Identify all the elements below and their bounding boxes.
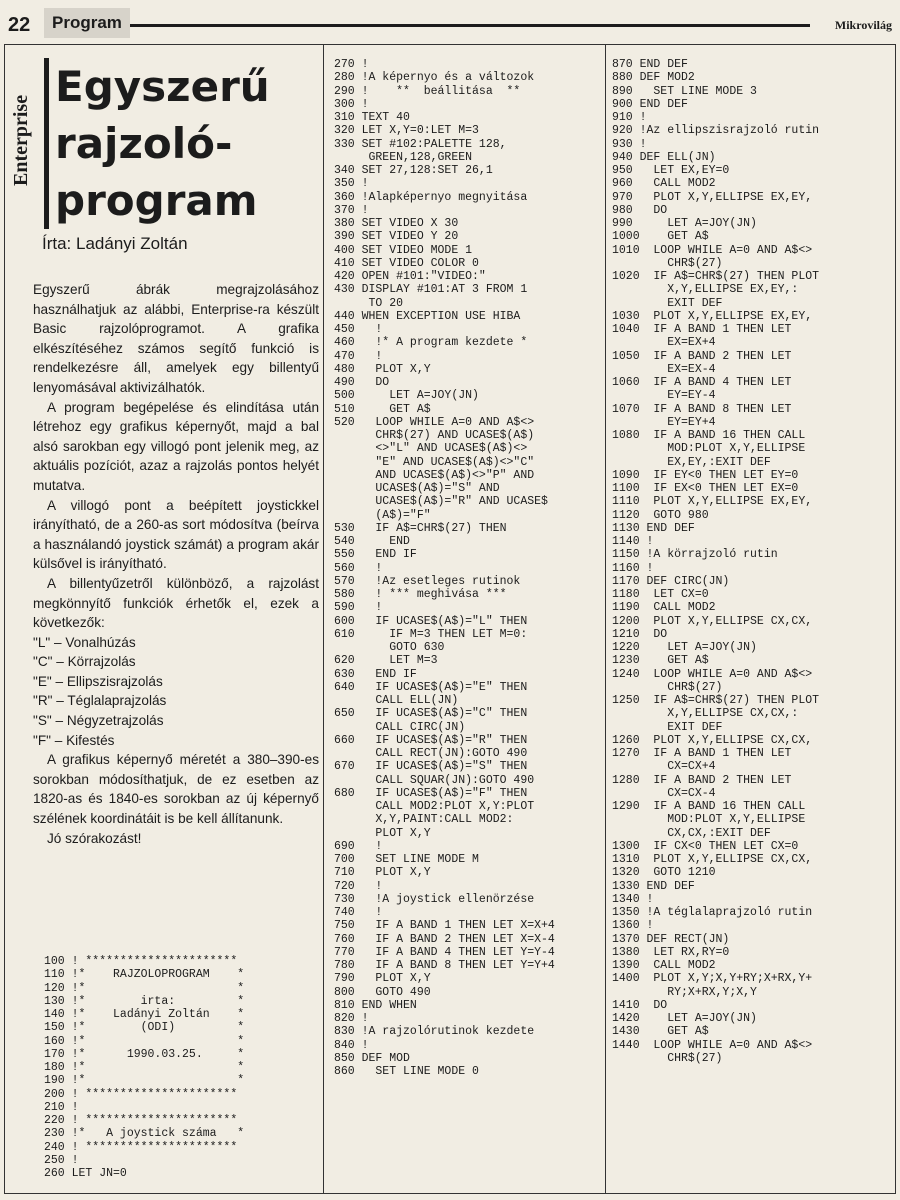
- code-line: 1060 IF A BAND 4 THEN LET: [612, 376, 792, 389]
- code-line: EX=EX-4: [612, 362, 716, 376]
- code-line: 990 LET A=JOY(JN): [612, 217, 757, 230]
- code-line: CHR$(27) AND UCASE$(A$): [334, 429, 535, 442]
- code-line: 1010 LOOP WHILE A=0 AND A$<>: [612, 243, 813, 257]
- code-line: 1090 IF EY<0 THEN LET EY=0: [612, 468, 799, 482]
- code-line: X,Y,ELLIPSE EX,EY,:: [612, 283, 799, 297]
- code-line: CHR$(27): [612, 680, 723, 694]
- code-line: AND UCASE$(A$)<>"P" AND: [334, 468, 535, 482]
- code-line: 540 END: [334, 535, 410, 548]
- title-line: rajzoló-: [55, 119, 233, 168]
- code-line: X,Y,PAINT:CALL MOD2:: [334, 813, 514, 827]
- code-line: 590 !: [334, 601, 383, 615]
- code-line: 110 !* RAJZOLOPROGRAM *: [44, 968, 245, 982]
- code-line: GOTO 630: [334, 641, 445, 654]
- code-line: 370 !: [334, 203, 369, 217]
- code-line: 150 !* (ODI) *: [44, 1021, 245, 1035]
- code-line: 1070 IF A BAND 8 THEN LET: [612, 402, 792, 416]
- code-line: GREEN,128,GREEN: [334, 150, 473, 164]
- code-line: 610 IF M=3 THEN LET M=0:: [334, 627, 528, 641]
- column-divider: [605, 44, 606, 1194]
- code-line: 1020 IF A$=CHR$(27) THEN PLOT: [612, 270, 820, 283]
- code-line: 440 WHEN EXCEPTION USE HIBA: [334, 309, 521, 323]
- code-line: 1120 GOTO 980: [612, 508, 709, 522]
- code-line: 1340 !: [612, 892, 654, 906]
- code-line: EY=EY-4: [612, 389, 716, 403]
- code-line: 670 IF UCASE$(A$)="S" THEN: [334, 760, 528, 774]
- code-line: EY=EY+4: [612, 415, 716, 429]
- code-line: 690 !: [334, 839, 383, 853]
- code-line: 1300 IF CX<0 THEN LET CX=0: [612, 839, 799, 853]
- article-author: Írta: Ladányi Zoltán: [42, 234, 188, 253]
- code-line: 500 LET A=JOY(JN): [334, 389, 479, 403]
- code-line: CALL CIRC(JN): [334, 720, 466, 734]
- paragraph: A billentyűzetről különböző, a rajzolást megkönnyítő funkciók érhetők el, ezek a következők:: [33, 575, 319, 631]
- code-line: 530 IF A$=CHR$(27) THEN: [334, 521, 507, 535]
- code-line: 770 IF A BAND 4 THEN LET Y=Y-4: [334, 945, 555, 959]
- code-line: 720 !: [334, 879, 383, 893]
- code-line: 700 SET LINE MODE M: [334, 853, 479, 866]
- code-line: PLOT X,Y: [334, 826, 431, 840]
- paragraph: A villogó pont a beépített joystickkel irányítható, de a 260-as sort módosítva (beírva a használandó joystick számát) a program akár külsővel is irányítható.: [33, 497, 319, 572]
- paragraph: Egyszerű ábrák megrajzolásához használhatjuk az alábbi, Enterprise-ra készült Basic rajzolóprogramot. A grafika elkészítéséhez számos segítő funkció is rendelkezésre áll, amelyek egy billentyű lenyomásával aktivizálhatók.: [33, 282, 319, 395]
- code-line: CX=CX+4: [612, 760, 716, 774]
- code-line: 470 !: [334, 349, 383, 363]
- code-line: 1250 IF A$=CHR$(27) THEN PLOT: [612, 694, 820, 707]
- page-number: 22: [8, 14, 31, 36]
- code-line: "E" AND UCASE$(A$)<>"C": [334, 455, 535, 469]
- code-line: 260 LET JN=0: [44, 1167, 127, 1180]
- code-line: 1260 PLOT X,Y,ELLIPSE CX,CX,: [612, 733, 813, 747]
- code-line: 1430 GET A$: [612, 1025, 709, 1039]
- code-line: 100 ! **********************: [44, 955, 238, 968]
- code-line: 270 !: [334, 58, 369, 71]
- code-line: 1360 !: [612, 919, 654, 933]
- code-line: 140 !* Ladányi Zoltán *: [44, 1008, 245, 1021]
- list-item: "L" – Vonalhúzás: [33, 634, 136, 650]
- code-line: 350 !: [334, 177, 369, 191]
- code-line: 1040 IF A BAND 1 THEN LET: [612, 323, 792, 336]
- code-line: 950 LET EX,EY=0: [612, 164, 730, 177]
- code-line: 490 DO: [334, 376, 390, 389]
- code-line: CX,CX,:EXIT DEF: [612, 826, 771, 840]
- code-line: 750 IF A BAND 1 THEN LET X=X+4: [334, 919, 555, 933]
- code-line: EX=EX+4: [612, 336, 716, 350]
- code-line: 1400 PLOT X,Y;X,Y+RY;X+RX,Y+: [612, 972, 813, 986]
- code-line: 320 LET X,Y=0:LET M=3: [334, 124, 479, 138]
- sidebar-label: [6, 58, 30, 188]
- code-line: EXIT DEF: [612, 720, 723, 734]
- code-line: UCASE$(A$)="R" AND UCASE$: [334, 495, 548, 509]
- code-line: 870 END DEF: [612, 58, 688, 71]
- code-line: 430 DISPLAY #101:AT 3 FROM 1: [334, 283, 528, 297]
- code-line: 180 !* *: [44, 1061, 245, 1074]
- code-line: 1150 !A körrajzoló rutin: [612, 548, 778, 562]
- code-line: 410 SET VIDEO COLOR 0: [334, 256, 479, 270]
- code-line: 1420 LET A=JOY(JN): [612, 1012, 757, 1025]
- code-line: 1210 DO: [612, 627, 668, 641]
- code-line: 1310 PLOT X,Y,ELLIPSE CX,CX,: [612, 853, 813, 866]
- title-line: program: [55, 176, 258, 225]
- code-listing-col3: [612, 58, 819, 1065]
- code-line: EX,EY,:EXIT DEF: [612, 455, 771, 469]
- code-line: 400 SET VIDEO MODE 1: [334, 243, 473, 257]
- code-line: 420 OPEN #101:"VIDEO:": [334, 270, 486, 283]
- code-line: 1080 IF A BAND 16 THEN CALL: [612, 429, 806, 442]
- code-line: 310 TEXT 40: [334, 111, 410, 124]
- code-line: 1220 LET A=JOY(JN): [612, 641, 757, 654]
- code-line: 580 ! *** meghivása ***: [334, 588, 507, 601]
- code-line: 920 !Az ellipszisrajzoló rutin: [612, 124, 820, 138]
- code-line: CALL SQUAR(JN):GOTO 490: [334, 773, 535, 787]
- code-line: 1320 GOTO 1210: [612, 866, 716, 880]
- code-line: 170 !* 1990.03.25. *: [44, 1047, 245, 1061]
- code-line: 1140 !: [612, 535, 654, 548]
- code-line: 460 !* A program kezdete *: [334, 336, 528, 350]
- code-line: EXIT DEF: [612, 296, 723, 310]
- paragraph: A grafikus képernyő méretét a 380–390-es sorokban módosíthatjuk, de ez esetben az 1820-as és 1840-es sorokban az új képernyő szélének koordinátáit is be kell állítanunk.: [33, 752, 319, 827]
- code-line: 210 !: [44, 1100, 79, 1114]
- function-key-list: [33, 633, 319, 751]
- code-line: 510 GET A$: [334, 402, 431, 416]
- code-line: 860 SET LINE MODE 0: [334, 1065, 479, 1078]
- code-line: 1380 LET RX,RY=0: [612, 945, 730, 959]
- code-line: 450 !: [334, 323, 383, 336]
- code-line: 790 PLOT X,Y: [334, 972, 431, 986]
- list-item: "E" – Ellipszisrajzolás: [33, 673, 163, 689]
- code-line: 890 SET LINE MODE 3: [612, 84, 757, 98]
- code-line: 130 !* irta: *: [44, 994, 245, 1008]
- code-line: 1410 DO: [612, 998, 668, 1012]
- title-line: Egyszerű: [55, 62, 270, 111]
- code-line: RY;X+RX,Y;X,Y: [612, 985, 757, 999]
- code-line: 120 !* *: [44, 981, 245, 995]
- code-line: 1180 LET CX=0: [612, 588, 709, 601]
- code-line: 940 DEF ELL(JN): [612, 150, 716, 164]
- code-line: UCASE$(A$)="S" AND: [334, 482, 500, 495]
- code-line: 810 END WHEN: [334, 998, 417, 1012]
- list-item: "S" – Négyzetrajzolás: [33, 713, 164, 729]
- code-line: 280 !A képernyo és a változok: [334, 71, 535, 85]
- code-line: 1000 GET A$: [612, 230, 709, 244]
- code-line: 880 DEF MOD2: [612, 71, 695, 85]
- code-line: TO 20: [334, 296, 404, 310]
- code-line: 570 !Az esetleges rutinok: [334, 574, 521, 588]
- list-item: "F" – Kifestés: [33, 732, 115, 748]
- code-line: 1280 IF A BAND 2 THEN LET: [612, 773, 792, 787]
- code-line: 740 !: [334, 906, 383, 919]
- code-line: 1100 IF EX<0 THEN LET EX=0: [612, 482, 799, 495]
- code-line: 1370 DEF RECT(JN): [612, 932, 730, 946]
- code-line: 1240 LOOP WHILE A=0 AND A$<>: [612, 667, 813, 681]
- code-line: CALL RECT(JN):GOTO 490: [334, 747, 528, 760]
- code-line: 900 END DEF: [612, 97, 688, 111]
- code-line: 550 END IF: [334, 548, 417, 562]
- code-line: 230 !* A joystick száma *: [44, 1127, 245, 1141]
- code-line: 830 !A rajzolórutinok kezdete: [334, 1025, 535, 1039]
- code-line: 1190 CALL MOD2: [612, 601, 716, 615]
- section-label: Program: [44, 8, 130, 38]
- code-line: 630 END IF: [334, 667, 417, 681]
- code-line: 480 PLOT X,Y: [334, 362, 431, 376]
- code-line: CALL ELL(JN): [334, 694, 459, 707]
- code-line: CHR$(27): [612, 256, 723, 270]
- code-line: 600 IF UCASE$(A$)="L" THEN: [334, 614, 528, 628]
- code-line: 300 !: [334, 97, 369, 111]
- code-line: 960 CALL MOD2: [612, 177, 716, 191]
- code-line: 1160 !: [612, 561, 654, 575]
- code-line: 730 !A joystick ellenörzése: [334, 892, 535, 906]
- code-line: 200 ! **********************: [44, 1087, 238, 1101]
- code-line: 1350 !A téglalaprajzoló rutin: [612, 906, 813, 919]
- code-line: 340 SET 27,128:SET 26,1: [334, 164, 493, 177]
- code-line: 780 IF A BAND 8 THEN LET Y=Y+4: [334, 959, 555, 972]
- list-item: "C" – Körrajzolás: [33, 654, 136, 670]
- paragraph: Jó szórakozást!: [47, 830, 142, 846]
- code-line: <>"L" AND UCASE$(A$)<>: [334, 442, 528, 456]
- list-item: "R" – Téglalaprajzolás: [33, 693, 167, 709]
- code-line: 240 ! **********************: [44, 1140, 238, 1154]
- code-line: 820 !: [334, 1012, 369, 1025]
- page-header: [0, 0, 900, 44]
- code-line: 650 IF UCASE$(A$)="C" THEN: [334, 707, 528, 721]
- code-line: 220 ! **********************: [44, 1114, 238, 1127]
- code-line: 1130 END DEF: [612, 521, 695, 535]
- code-line: 380 SET VIDEO X 30: [334, 217, 459, 230]
- code-line: CALL MOD2:PLOT X,Y:PLOT: [334, 800, 535, 813]
- code-line: 1200 PLOT X,Y,ELLIPSE CX,CX,: [612, 614, 813, 628]
- code-line: 1170 DEF CIRC(JN): [612, 574, 730, 588]
- code-line: 1390 CALL MOD2: [612, 959, 716, 972]
- article-body: [33, 280, 319, 848]
- code-line: 1270 IF A BAND 1 THEN LET: [612, 747, 792, 760]
- code-line: 910 !: [612, 111, 647, 124]
- code-line: 1440 LOOP WHILE A=0 AND A$<>: [612, 1038, 813, 1052]
- code-line: 930 !: [612, 137, 647, 151]
- code-line: 1290 IF A BAND 16 THEN CALL: [612, 800, 806, 813]
- code-line: 850 DEF MOD: [334, 1051, 410, 1065]
- code-line: 680 IF UCASE$(A$)="F" THEN: [334, 786, 528, 800]
- code-line: 1050 IF A BAND 2 THEN LET: [612, 349, 792, 363]
- code-line: 980 DO: [612, 203, 668, 217]
- code-listing-col2: [334, 58, 555, 1078]
- code-line: 160 !* *: [44, 1034, 245, 1048]
- header-rule: [130, 24, 810, 27]
- code-line: 1110 PLOT X,Y,ELLIPSE EX,EY,: [612, 495, 813, 509]
- code-line: 1330 END DEF: [612, 879, 695, 893]
- code-line: 560 !: [334, 561, 383, 575]
- code-line: 190 !* *: [44, 1074, 245, 1088]
- paragraph: A program begépelése és elindítása után létrehoz egy grafikus képernyőt, majd a bal alsó sarokban egy villogó pont jelenik meg, az aktuális pozíciót, azaz a rajzolás pontos helyét mutatva.: [33, 399, 319, 493]
- article-title: [44, 58, 325, 229]
- code-line: 520 LOOP WHILE A=0 AND A$<>: [334, 415, 535, 429]
- code-line: 620 LET M=3: [334, 654, 438, 668]
- code-line: CHR$(27): [612, 1051, 723, 1065]
- code-line: 660 IF UCASE$(A$)="R" THEN: [334, 733, 528, 747]
- code-line: 1230 GET A$: [612, 654, 709, 668]
- magazine-name: Mikrovilág: [834, 18, 892, 32]
- code-line: 710 PLOT X,Y: [334, 866, 431, 880]
- code-line: X,Y,ELLIPSE CX,CX,:: [612, 707, 799, 721]
- code-line: 330 SET #102:PALETTE 128,: [334, 137, 507, 151]
- code-line: 290 ! ** beállitása **: [334, 84, 521, 98]
- code-line: 800 GOTO 490: [334, 985, 431, 999]
- code-line: 760 IF A BAND 2 THEN LET X=X-4: [334, 932, 555, 946]
- code-listing-col1: [44, 955, 244, 1180]
- code-line: MOD:PLOT X,Y,ELLIPSE: [612, 442, 806, 456]
- code-line: 840 !: [334, 1038, 369, 1052]
- code-line: MOD:PLOT X,Y,ELLIPSE: [612, 813, 806, 827]
- code-line: 970 PLOT X,Y,ELLIPSE EX,EY,: [612, 190, 813, 204]
- code-line: 640 IF UCASE$(A$)="E" THEN: [334, 680, 528, 694]
- code-line: (A$)="F": [334, 508, 431, 522]
- sidebar-label-text: Enterprise: [10, 94, 32, 186]
- code-line: 250 !: [44, 1153, 79, 1167]
- code-line: 390 SET VIDEO Y 20: [334, 230, 459, 244]
- code-line: 1030 PLOT X,Y,ELLIPSE EX,EY,: [612, 309, 813, 323]
- code-line: CX=CX-4: [612, 786, 716, 800]
- code-line: 360 !Alapképernyo megnyitása: [334, 190, 528, 204]
